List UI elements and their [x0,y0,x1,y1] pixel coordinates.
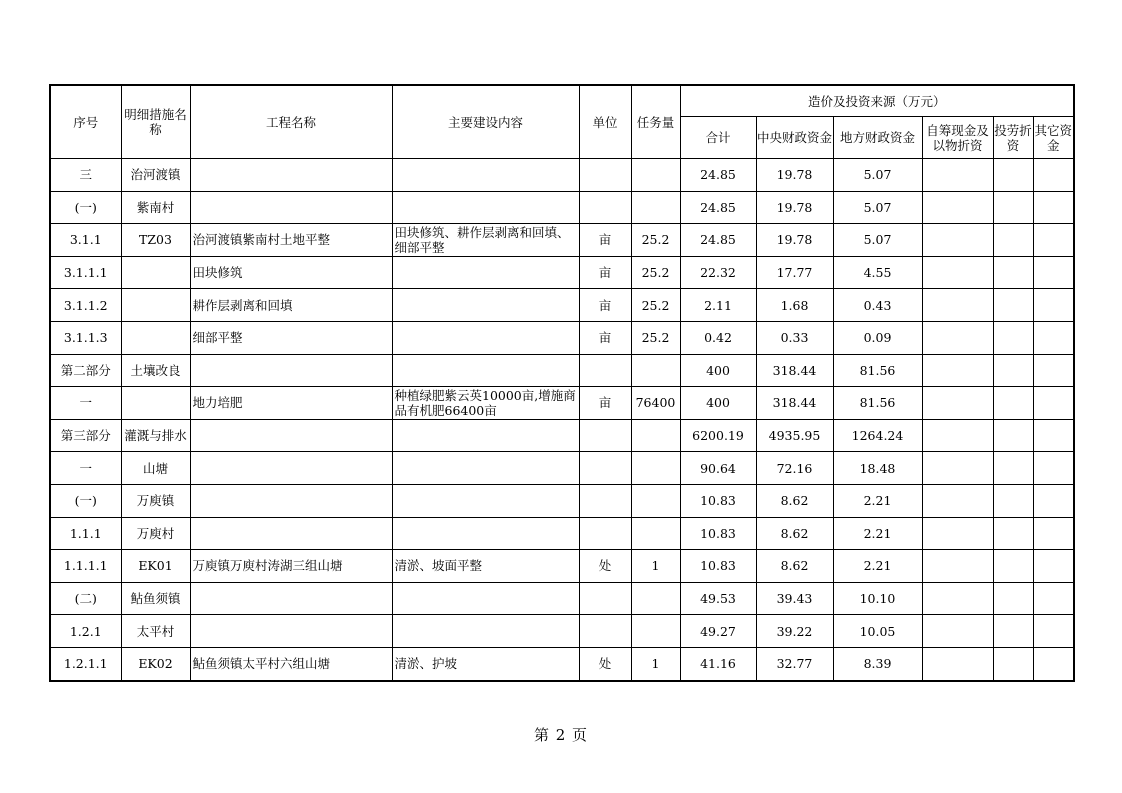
cell-measure [121,256,190,289]
cell-measure: 万庾村 [121,517,190,550]
table-row [50,550,1074,583]
cell-unit: 处 [579,647,631,680]
cell-quantity [631,419,680,452]
table-row [50,647,1074,680]
cell-total: 10.83 [680,550,756,583]
cell-unit: 亩 [579,289,631,322]
cell-other [1033,321,1074,354]
header-central: 中央财政资金 [756,117,833,159]
cell-other [1033,256,1074,289]
table-row [50,159,1074,192]
cell-content [392,289,579,322]
cell-seq: 3.1.1.3 [50,321,121,354]
cell-labor [993,615,1033,648]
cell-central: 39.43 [756,582,833,615]
cell-project [190,191,392,224]
cell-quantity [631,582,680,615]
cell-total: 400 [680,354,756,387]
cell-seq: 3.1.1 [50,224,121,257]
table-row [50,191,1074,224]
cell-local: 0.09 [833,321,922,354]
cell-seq: 3.1.1.1 [50,256,121,289]
cell-quantity: 1 [631,647,680,680]
cell-other [1033,159,1074,192]
cell-local: 5.07 [833,159,922,192]
cell-other [1033,387,1074,420]
cell-quantity [631,615,680,648]
cell-unit [579,354,631,387]
cell-content: 清淤、护坡 [392,647,579,680]
header-measure: 明细措施名称 [121,85,190,159]
cell-central: 4935.95 [756,419,833,452]
cell-central: 19.78 [756,191,833,224]
cell-project: 万庾镇万庾村涛湖三组山塘 [190,550,392,583]
cell-measure: 治河渡镇 [121,159,190,192]
cell-labor [993,452,1033,485]
cell-unit [579,159,631,192]
cell-seq: 第二部分 [50,354,121,387]
cell-unit [579,615,631,648]
cell-measure: 鲇鱼须镇 [121,582,190,615]
cell-self [922,289,993,322]
cell-central: 1.68 [756,289,833,322]
cell-seq: 1.1.1 [50,517,121,550]
cell-content [392,354,579,387]
cell-local: 2.21 [833,517,922,550]
cell-total: 49.53 [680,582,756,615]
cell-quantity [631,191,680,224]
cell-unit [579,582,631,615]
cell-seq: (一) [50,484,121,517]
cell-quantity: 25.2 [631,256,680,289]
cell-central: 8.62 [756,550,833,583]
cell-project [190,452,392,485]
cell-labor [993,647,1033,680]
cell-other [1033,289,1074,322]
cell-total: 400 [680,387,756,420]
cell-central: 8.62 [756,484,833,517]
cell-central: 39.22 [756,615,833,648]
cell-labor [993,419,1033,452]
cell-measure: 土壤改良 [121,354,190,387]
cell-local: 4.55 [833,256,922,289]
table-row [50,484,1074,517]
cell-local: 5.07 [833,224,922,257]
cell-labor [993,191,1033,224]
cell-local: 81.56 [833,354,922,387]
header-local: 地方财政资金 [833,117,922,159]
cell-seq: 1.2.1.1 [50,647,121,680]
cell-labor [993,550,1033,583]
cell-content: 田块修筑、耕作层剥离和回填、细部平整 [392,224,579,257]
cell-measure: 万庾镇 [121,484,190,517]
cell-self [922,452,993,485]
cell-local: 0.43 [833,289,922,322]
cell-quantity: 25.2 [631,321,680,354]
cell-other [1033,354,1074,387]
cell-labor [993,289,1033,322]
cell-local: 1264.24 [833,419,922,452]
cell-unit: 亩 [579,224,631,257]
cell-quantity [631,452,680,485]
cell-central: 19.78 [756,159,833,192]
cell-project [190,615,392,648]
cell-self [922,550,993,583]
cell-central: 32.77 [756,647,833,680]
cell-total: 2.11 [680,289,756,322]
cell-self [922,484,993,517]
header-labor: 投劳折资 [993,117,1033,159]
header-source-group: 造价及投资来源（万元） [680,85,1074,117]
header-total: 合计 [680,117,756,159]
cell-unit: 亩 [579,321,631,354]
cell-local: 2.21 [833,484,922,517]
cell-central: 0.33 [756,321,833,354]
cell-quantity [631,484,680,517]
cell-project [190,582,392,615]
cell-central: 318.44 [756,354,833,387]
cell-total: 10.83 [680,517,756,550]
cell-content [392,256,579,289]
cell-content [392,452,579,485]
cell-seq: (二) [50,582,121,615]
cell-project [190,159,392,192]
header-other: 其它资金 [1033,117,1074,159]
cell-content [392,582,579,615]
cell-project: 细部平整 [190,321,392,354]
table-row [50,517,1074,550]
cell-other [1033,550,1074,583]
cell-measure: 紫南村 [121,191,190,224]
cell-content [392,159,579,192]
cell-total: 24.85 [680,191,756,224]
table-row [50,615,1074,648]
cell-quantity: 76400 [631,387,680,420]
cell-unit: 亩 [579,387,631,420]
cell-self [922,354,993,387]
cell-content: 清淤、坡面平整 [392,550,579,583]
cell-labor [993,321,1033,354]
cell-self [922,387,993,420]
cell-other [1033,452,1074,485]
cell-labor [993,354,1033,387]
cell-project [190,354,392,387]
cell-local: 81.56 [833,387,922,420]
cell-seq: 第三部分 [50,419,121,452]
table-body [50,159,1074,681]
cell-self [922,191,993,224]
cell-seq: 一 [50,452,121,485]
cell-unit [579,419,631,452]
cell-central: 318.44 [756,387,833,420]
cell-quantity [631,517,680,550]
cell-total: 24.85 [680,159,756,192]
header-self: 自筹现金及以物折资 [922,117,993,159]
cell-central: 72.16 [756,452,833,485]
cell-self [922,582,993,615]
cell-project: 鲇鱼须镇太平村六组山塘 [190,647,392,680]
cell-measure [121,387,190,420]
table-row [50,321,1074,354]
cell-total: 10.83 [680,484,756,517]
cell-quantity: 25.2 [631,289,680,322]
cell-other [1033,582,1074,615]
cell-other [1033,647,1074,680]
cell-content [392,419,579,452]
cell-seq: 一 [50,387,121,420]
cell-measure [121,321,190,354]
table-row [50,289,1074,322]
cell-labor [993,387,1033,420]
cell-seq: 3.1.1.2 [50,289,121,322]
cell-content [392,484,579,517]
cell-unit [579,191,631,224]
cell-local: 5.07 [833,191,922,224]
cell-unit [579,484,631,517]
cell-local: 18.48 [833,452,922,485]
cell-seq: 1.2.1 [50,615,121,648]
cell-unit [579,452,631,485]
cell-local: 2.21 [833,550,922,583]
cell-total: 6200.19 [680,419,756,452]
cell-quantity: 25.2 [631,224,680,257]
cell-labor [993,224,1033,257]
header-seq: 序号 [50,85,121,159]
cell-measure: TZ03 [121,224,190,257]
cell-content: 种植绿肥紫云英10000亩,增施商品有机肥66400亩 [392,387,579,420]
table-row [50,387,1074,420]
cell-project [190,517,392,550]
cell-unit [579,517,631,550]
header-project: 工程名称 [190,85,392,159]
cell-local: 10.10 [833,582,922,615]
cell-measure [121,289,190,322]
cell-quantity: 1 [631,550,680,583]
page-number: 第 2 页 [533,726,589,744]
cell-other [1033,484,1074,517]
header-content: 主要建设内容 [392,85,579,159]
cell-labor [993,517,1033,550]
cell-self [922,517,993,550]
cell-self [922,256,993,289]
cell-total: 0.42 [680,321,756,354]
cell-other [1033,615,1074,648]
table-row [50,419,1074,452]
cell-seq: 1.1.1.1 [50,550,121,583]
cell-self [922,615,993,648]
cell-central: 19.78 [756,224,833,257]
cell-measure: 山塘 [121,452,190,485]
cell-project [190,419,392,452]
cell-quantity [631,159,680,192]
cell-measure: EK02 [121,647,190,680]
cell-total: 41.16 [680,647,756,680]
table-row [50,256,1074,289]
cell-other [1033,224,1074,257]
cell-unit: 亩 [579,256,631,289]
cell-project: 地力培肥 [190,387,392,420]
cell-total: 22.32 [680,256,756,289]
cell-content [392,191,579,224]
cell-total: 49.27 [680,615,756,648]
cell-labor [993,582,1033,615]
cell-measure: EK01 [121,550,190,583]
cell-self [922,224,993,257]
cell-unit: 处 [579,550,631,583]
cell-central: 17.77 [756,256,833,289]
header-unit: 单位 [579,85,631,159]
cell-central: 8.62 [756,517,833,550]
cell-seq: 三 [50,159,121,192]
cell-content [392,321,579,354]
table-row [50,452,1074,485]
cell-content [392,517,579,550]
cell-self [922,159,993,192]
cell-local: 10.05 [833,615,922,648]
cell-project [190,484,392,517]
cell-project: 治河渡镇紫南村土地平整 [190,224,392,257]
table-row [50,224,1074,257]
investment-table [49,84,1075,682]
cell-quantity [631,354,680,387]
cell-content [392,615,579,648]
cell-project: 耕作层剥离和回填 [190,289,392,322]
cell-measure: 灌溉与排水 [121,419,190,452]
cell-self [922,321,993,354]
cell-total: 24.85 [680,224,756,257]
cell-labor [993,159,1033,192]
cell-self [922,419,993,452]
cell-measure: 太平村 [121,615,190,648]
cell-labor [993,256,1033,289]
cell-labor [993,484,1033,517]
cell-self [922,647,993,680]
cell-other [1033,517,1074,550]
cell-other [1033,419,1074,452]
cell-seq: (一) [50,191,121,224]
header-quantity: 任务量 [631,85,680,159]
table-row [50,582,1074,615]
cell-local: 8.39 [833,647,922,680]
table-row [50,354,1074,387]
cell-total: 90.64 [680,452,756,485]
cell-project: 田块修筑 [190,256,392,289]
cell-other [1033,191,1074,224]
